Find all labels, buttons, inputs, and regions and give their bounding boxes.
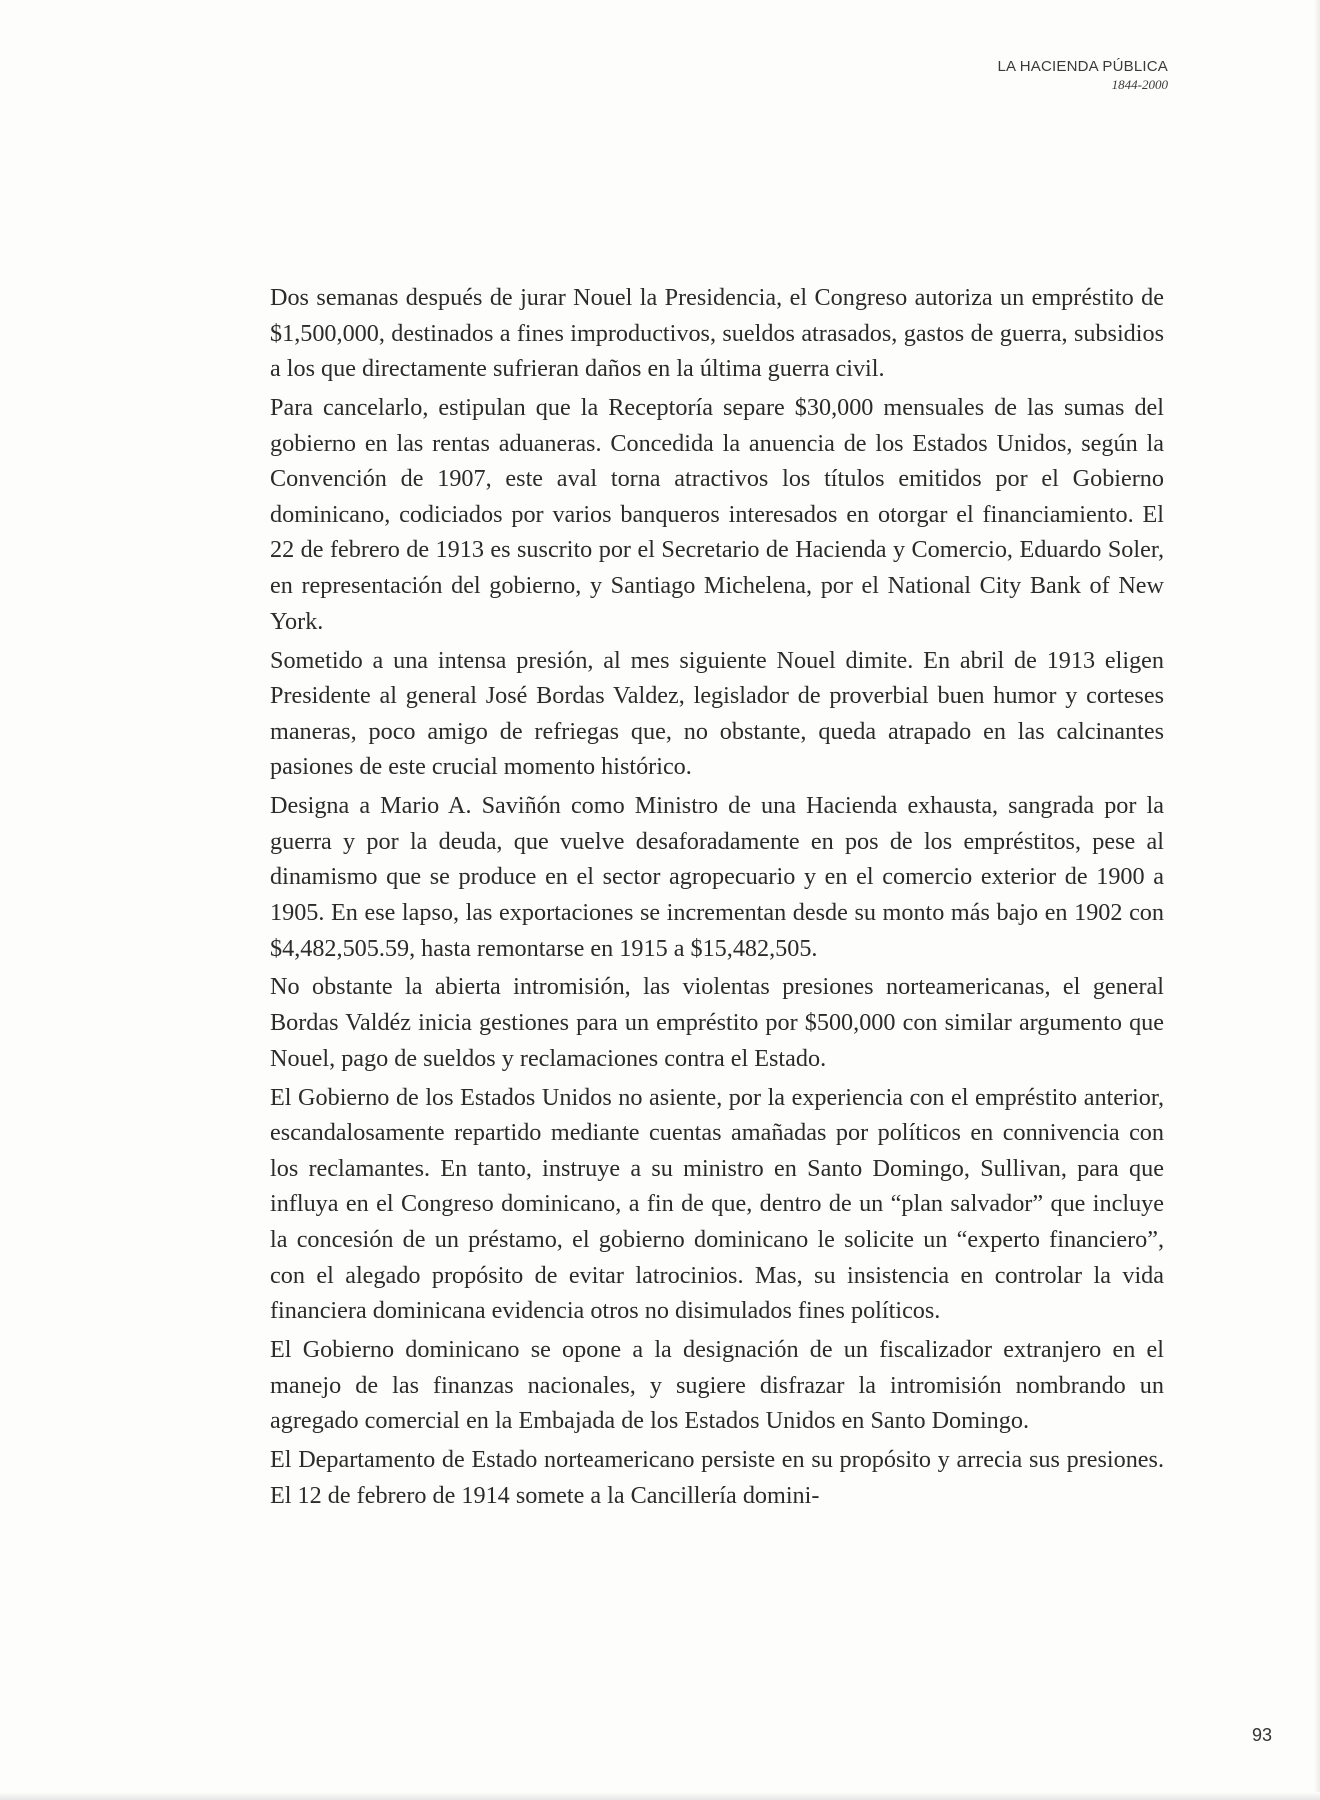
running-header xyxy=(997,58,1168,92)
paragraph-8: El Departamento de Estado norteamericano persiste en su propósito y arrecia sus presiones. El 12 de febrero de 1914 somete a la Cancillería domini- xyxy=(270,1446,1164,1509)
paragraph-1: Dos semanas después de jurar Nouel la Presidencia, el Congreso autoriza un empréstito de $1,500,000, destinados a fines improductivos, sueldos atrasados, gastos de guerra, subsidios a los que directamente sufrieran daños en la última guerra civil. xyxy=(270,284,1164,383)
page-edge-shadow xyxy=(1314,0,1320,1800)
paragraph-4: Designa a Mario A. Saviñón como Ministro de una Hacienda exhausta, sangrada por la guerra y por la deuda, que vuelve desaforadamente en pos de los empréstitos, pese al dinamismo que se produce en el sector agropecuario y en el comercio exterior de 1900 a 1905. En ese lapso, las exportaciones se incrementan desde su monto más bajo en 1902 con $4,482,505.59, hasta remontarse en 1915 a $15,482,505. xyxy=(270,792,1164,962)
paragraph-2: Para cancelarlo, estipulan que la Receptoría separe $30,000 mensuales de las sumas del gobierno en las rentas aduaneras. Concedida la anuencia de los Estados Unidos, según la Convención de 1907, este aval torna atractivos los títulos emitidos por el Gobierno dominicano, codiciados por varios banqueros interesados en otorgar el financiamiento. El 22 de febrero de 1913 es suscrito por el Secretario de Hacienda y Comercio, Eduardo Soler, en representación del gobierno, y Santiago Michelena, por el National City Bank of New York. xyxy=(270,394,1164,635)
page-bottom-edge xyxy=(0,1792,1320,1800)
page-number: 93 xyxy=(1251,1725,1272,1745)
paragraph-5: No obstante la abierta intromisión, las violentas presiones norteamericanas, el general Bordas Valdéz inicia gestiones para un empréstito por $500,000 con similar argumento que Nouel, pago de sueldos y reclamaciones contra el Estado. xyxy=(270,973,1164,1072)
running-header-years: 1844-2000 xyxy=(1111,77,1168,92)
running-header-title: LA HACIENDA PÚBLICA xyxy=(997,58,1168,75)
paragraph-6: El Gobierno de los Estados Unidos no asiente, por la experiencia con el empréstito anterior, escandalosamente repartido mediante cuentas amañadas por políticos en connivencia con los reclamantes. En tanto, instruye a su ministro en Santo Domingo, Sullivan, para que influya en el Congreso dominicano, a fin de que, dentro de un “plan salvador” que incluye la concesión de un préstamo, el gobierno dominicano le solicite un “experto financiero”, con el alegado propósito de evitar latrocinios. Mas, su insistencia en controlar la vida financiera dominicana evidencia otros no disimulados fines políticos. xyxy=(270,1083,1164,1325)
body-text xyxy=(270,280,1164,1517)
paragraph-7: El Gobierno dominicano se opone a la designación de un fiscalizador extranjero en el manejo de las finanzas nacionales, y sugiere disfrazar la intromisión nombrando un agregado comercial en la Embajada de los Estados Unidos en Santo Domingo. xyxy=(270,1336,1164,1435)
paragraph-3: Sometido a una intensa presión, al mes siguiente Nouel dimite. En abril de 1913 eligen Presidente al general José Bordas Valdez, legislador de proverbial buen humor y corteses maneras, poco amigo de refriegas que, no obstante, queda atrapado en las calcinantes pasiones de este crucial momento histórico. xyxy=(270,646,1164,781)
